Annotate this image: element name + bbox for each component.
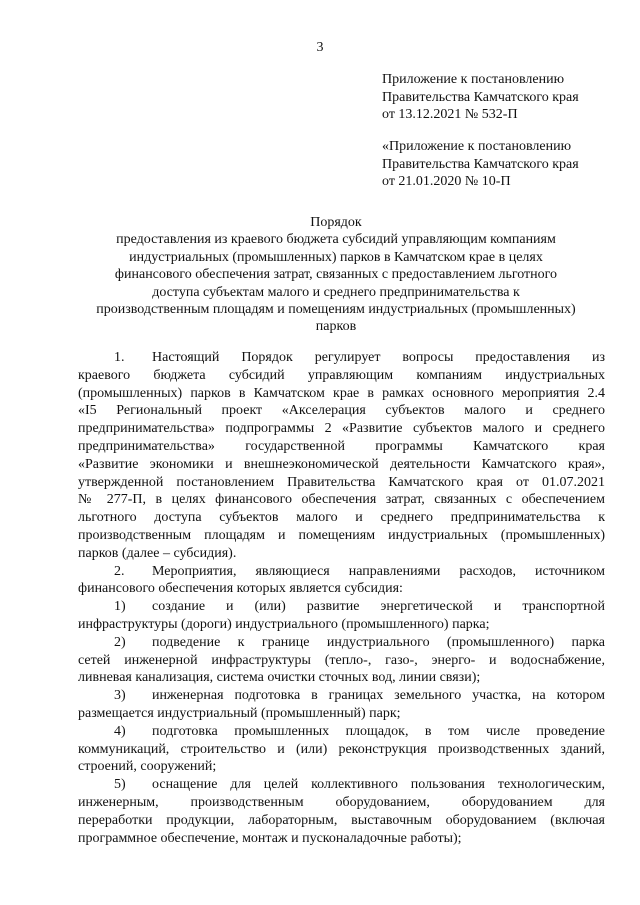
document-title <box>66 214 606 336</box>
paragraph-first-line <box>78 723 605 741</box>
paragraph-line: предпринимательства» государственной программы Камчатского края <box>78 438 605 454</box>
paragraph-first-line <box>78 687 605 705</box>
appendix-current-block <box>382 71 622 124</box>
paragraph <box>78 723 605 776</box>
title-line: Порядок <box>310 215 362 230</box>
paragraph-number: 2) <box>114 634 126 650</box>
title-line: производственным площадям и помещениям индустриальных (промышленных) <box>96 302 576 318</box>
paragraph-line: инженерная подготовка в границах земельного участка, на котором <box>152 688 605 704</box>
paragraph-first-line <box>78 563 605 581</box>
paragraph-line: «Развитие экономики и внешнеэкономической деятельности Камчатского края», <box>78 456 605 472</box>
paragraph-line: ливневая канализация, система очистки сточных вод, линии связи); <box>78 670 481 686</box>
paragraph-line: предпринимательства» подпрограммы 2 «Развитие субъектов малого и среднего <box>78 421 605 437</box>
paragraph-line: коммуникаций, строительство и (или) реконструкция производственных зданий, <box>78 741 605 757</box>
paragraph <box>78 349 605 563</box>
paragraph-number: 2. <box>114 563 125 579</box>
title-line: парков <box>315 319 357 335</box>
paragraph-line: размещается индустриальный (промышленный) парк; <box>78 705 401 721</box>
appendix-current-line-1: Приложение к постановлению <box>382 72 565 87</box>
paragraph <box>78 687 605 723</box>
paragraph-line: подведение к границе индустриального (промышленного) парка <box>152 634 605 650</box>
paragraph-line: программное обеспечение, монтаж и пусконаладочные работы); <box>78 830 462 846</box>
paragraph-line: Настоящий Порядок регулирует вопросы предоставления из <box>152 350 605 365</box>
paragraph <box>78 776 605 847</box>
document-body <box>78 349 605 847</box>
page-number: 3 <box>316 40 324 55</box>
title-line: предоставления из краевого бюджета субсидий управляющим компаниям <box>116 232 556 248</box>
paragraph <box>78 634 605 687</box>
appendix-previous-line-1: «Приложение к постановлению <box>382 139 572 154</box>
paragraph-number: 1) <box>114 599 126 615</box>
paragraph-number: 4) <box>114 723 126 739</box>
paragraph-line: инженерным, производственным оборудованием, оборудованием для <box>78 794 605 810</box>
paragraph-line: оснащение для целей коллективного пользования технологическим, <box>152 777 605 793</box>
paragraph-number: 1. <box>114 350 125 365</box>
paragraph <box>78 563 605 599</box>
appendix-previous-line-2: Правительства Камчатского края <box>382 156 579 172</box>
paragraph-line: № 277-П, в целях финансового обеспечения затрат, связанных с обеспечением <box>78 492 605 508</box>
paragraph-line: финансового обеспечения которых является субсидия: <box>78 581 403 597</box>
appendix-previous-line-3: от 21.01.2020 № 10-П <box>382 174 511 189</box>
paragraph-first-line <box>78 598 605 616</box>
title-line: индустриальных (промышленных) парков в Камчатском крае в целях <box>129 249 543 265</box>
paragraph-line: переработки продукции, лабораторным, выставочным оборудованием (включая <box>78 812 605 828</box>
paragraph-line: подготовка промышленных площадок, в том числе проведение <box>152 723 605 739</box>
paragraph-number: 5) <box>114 777 126 793</box>
paragraph-line: строений, сооружений; <box>78 759 217 775</box>
paragraph-line: создание и (или) развитие энергетической и транспортной <box>152 599 605 615</box>
title-line: финансового обеспечения затрат, связанных с предоставлением льготного <box>114 267 558 283</box>
paragraph-line: утвержденной постановлением Правительства Камчатского края от 01.07.2021 <box>78 474 605 490</box>
appendix-previous-block <box>382 138 622 191</box>
paragraph-number: 3) <box>114 688 126 704</box>
appendix-current-line-2: Правительства Камчатского края <box>382 89 579 105</box>
title-line: доступа субъектам малого и среднего предпринимательства к <box>152 284 520 300</box>
paragraph-line: «I5 Региональный проект «Акселерация субъектов малого и среднего <box>78 403 605 419</box>
paragraph-first-line <box>78 634 605 652</box>
paragraph-line: (промышленных) парков в Камчатском крае в рамках основного мероприятия 2.4 <box>78 385 605 401</box>
paragraph-line: производственным площадям и помещениям индустриальных (промышленных) <box>78 527 605 543</box>
appendix-current-line-3: от 13.12.2021 № 532-П <box>382 107 518 122</box>
paragraph-line: инфраструктуры (дороги) индустриального (промышленного) парка; <box>78 616 490 632</box>
paragraph-first-line <box>78 349 605 367</box>
paragraph-first-line <box>78 776 605 794</box>
paragraph-line: сетей инженерной инфраструктуры (тепло-, газо-, энерго- и водоснабжение, <box>78 652 605 668</box>
paragraph <box>78 598 605 634</box>
paragraph-line: парков (далее – субсидия). <box>78 545 237 561</box>
paragraph-line: льготного доступа субъектов малого и среднего предпринимательства к <box>78 510 605 526</box>
paragraph-line: краевого бюджета субсидий управляющим компаниям индустриальных <box>78 367 605 383</box>
paragraph-line: Мероприятия, являющиеся направлениями расходов, источником <box>152 563 605 579</box>
